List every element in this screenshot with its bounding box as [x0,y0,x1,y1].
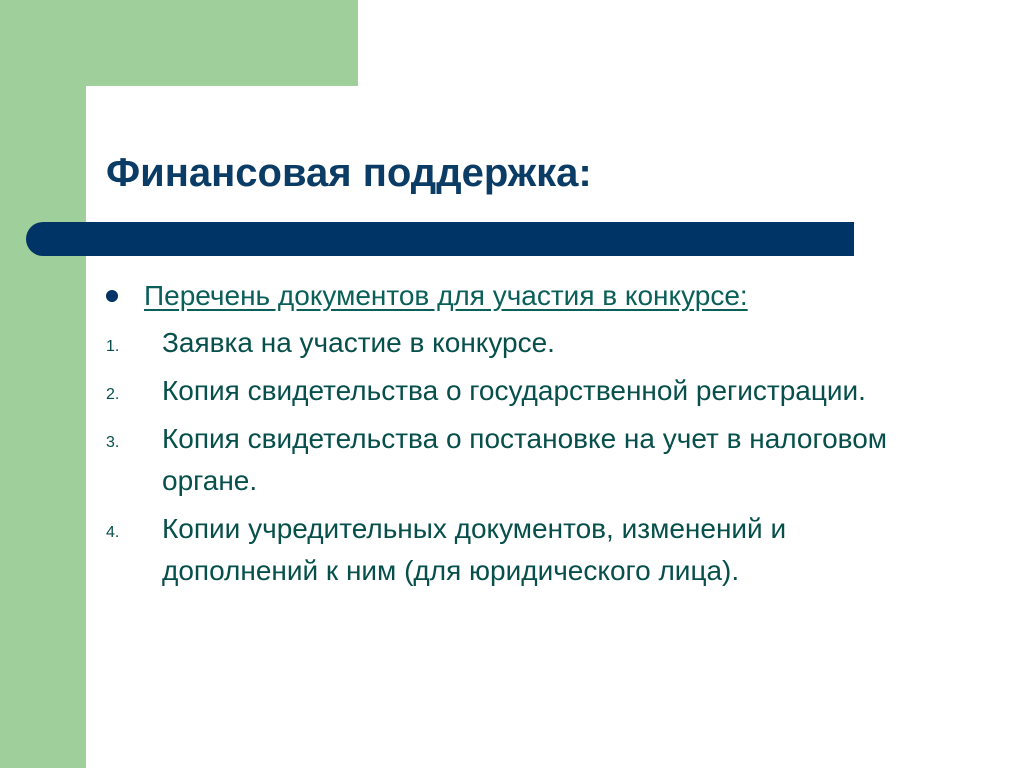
list-item-text: Копии учредительных документов, изменений и дополнений к ним (для юридического лица). [162,513,787,586]
list-item-text: Заявка на участие в конкурсе. [162,327,555,358]
document-list-link[interactable]: Перечень документов для участия в конкурсе: [144,280,748,311]
document-list [106,322,966,598]
list-item-number: 3. [106,434,120,451]
slide-title: Финансовая поддержка: [106,151,592,195]
list-item [106,322,966,364]
list-item-number: 4. [106,524,120,541]
list-item-text: Копия свидетельства о государственной регистрации. [162,375,866,406]
list-item-text: Копия свидетельства о постановке на учет в налоговом органе. [162,423,888,496]
bullet-dot-icon [106,290,118,302]
list-item-number: 2. [106,386,120,403]
list-item [106,418,966,502]
list-item-number: 1. [106,338,120,355]
list-item [106,370,966,412]
list-item [106,508,966,592]
